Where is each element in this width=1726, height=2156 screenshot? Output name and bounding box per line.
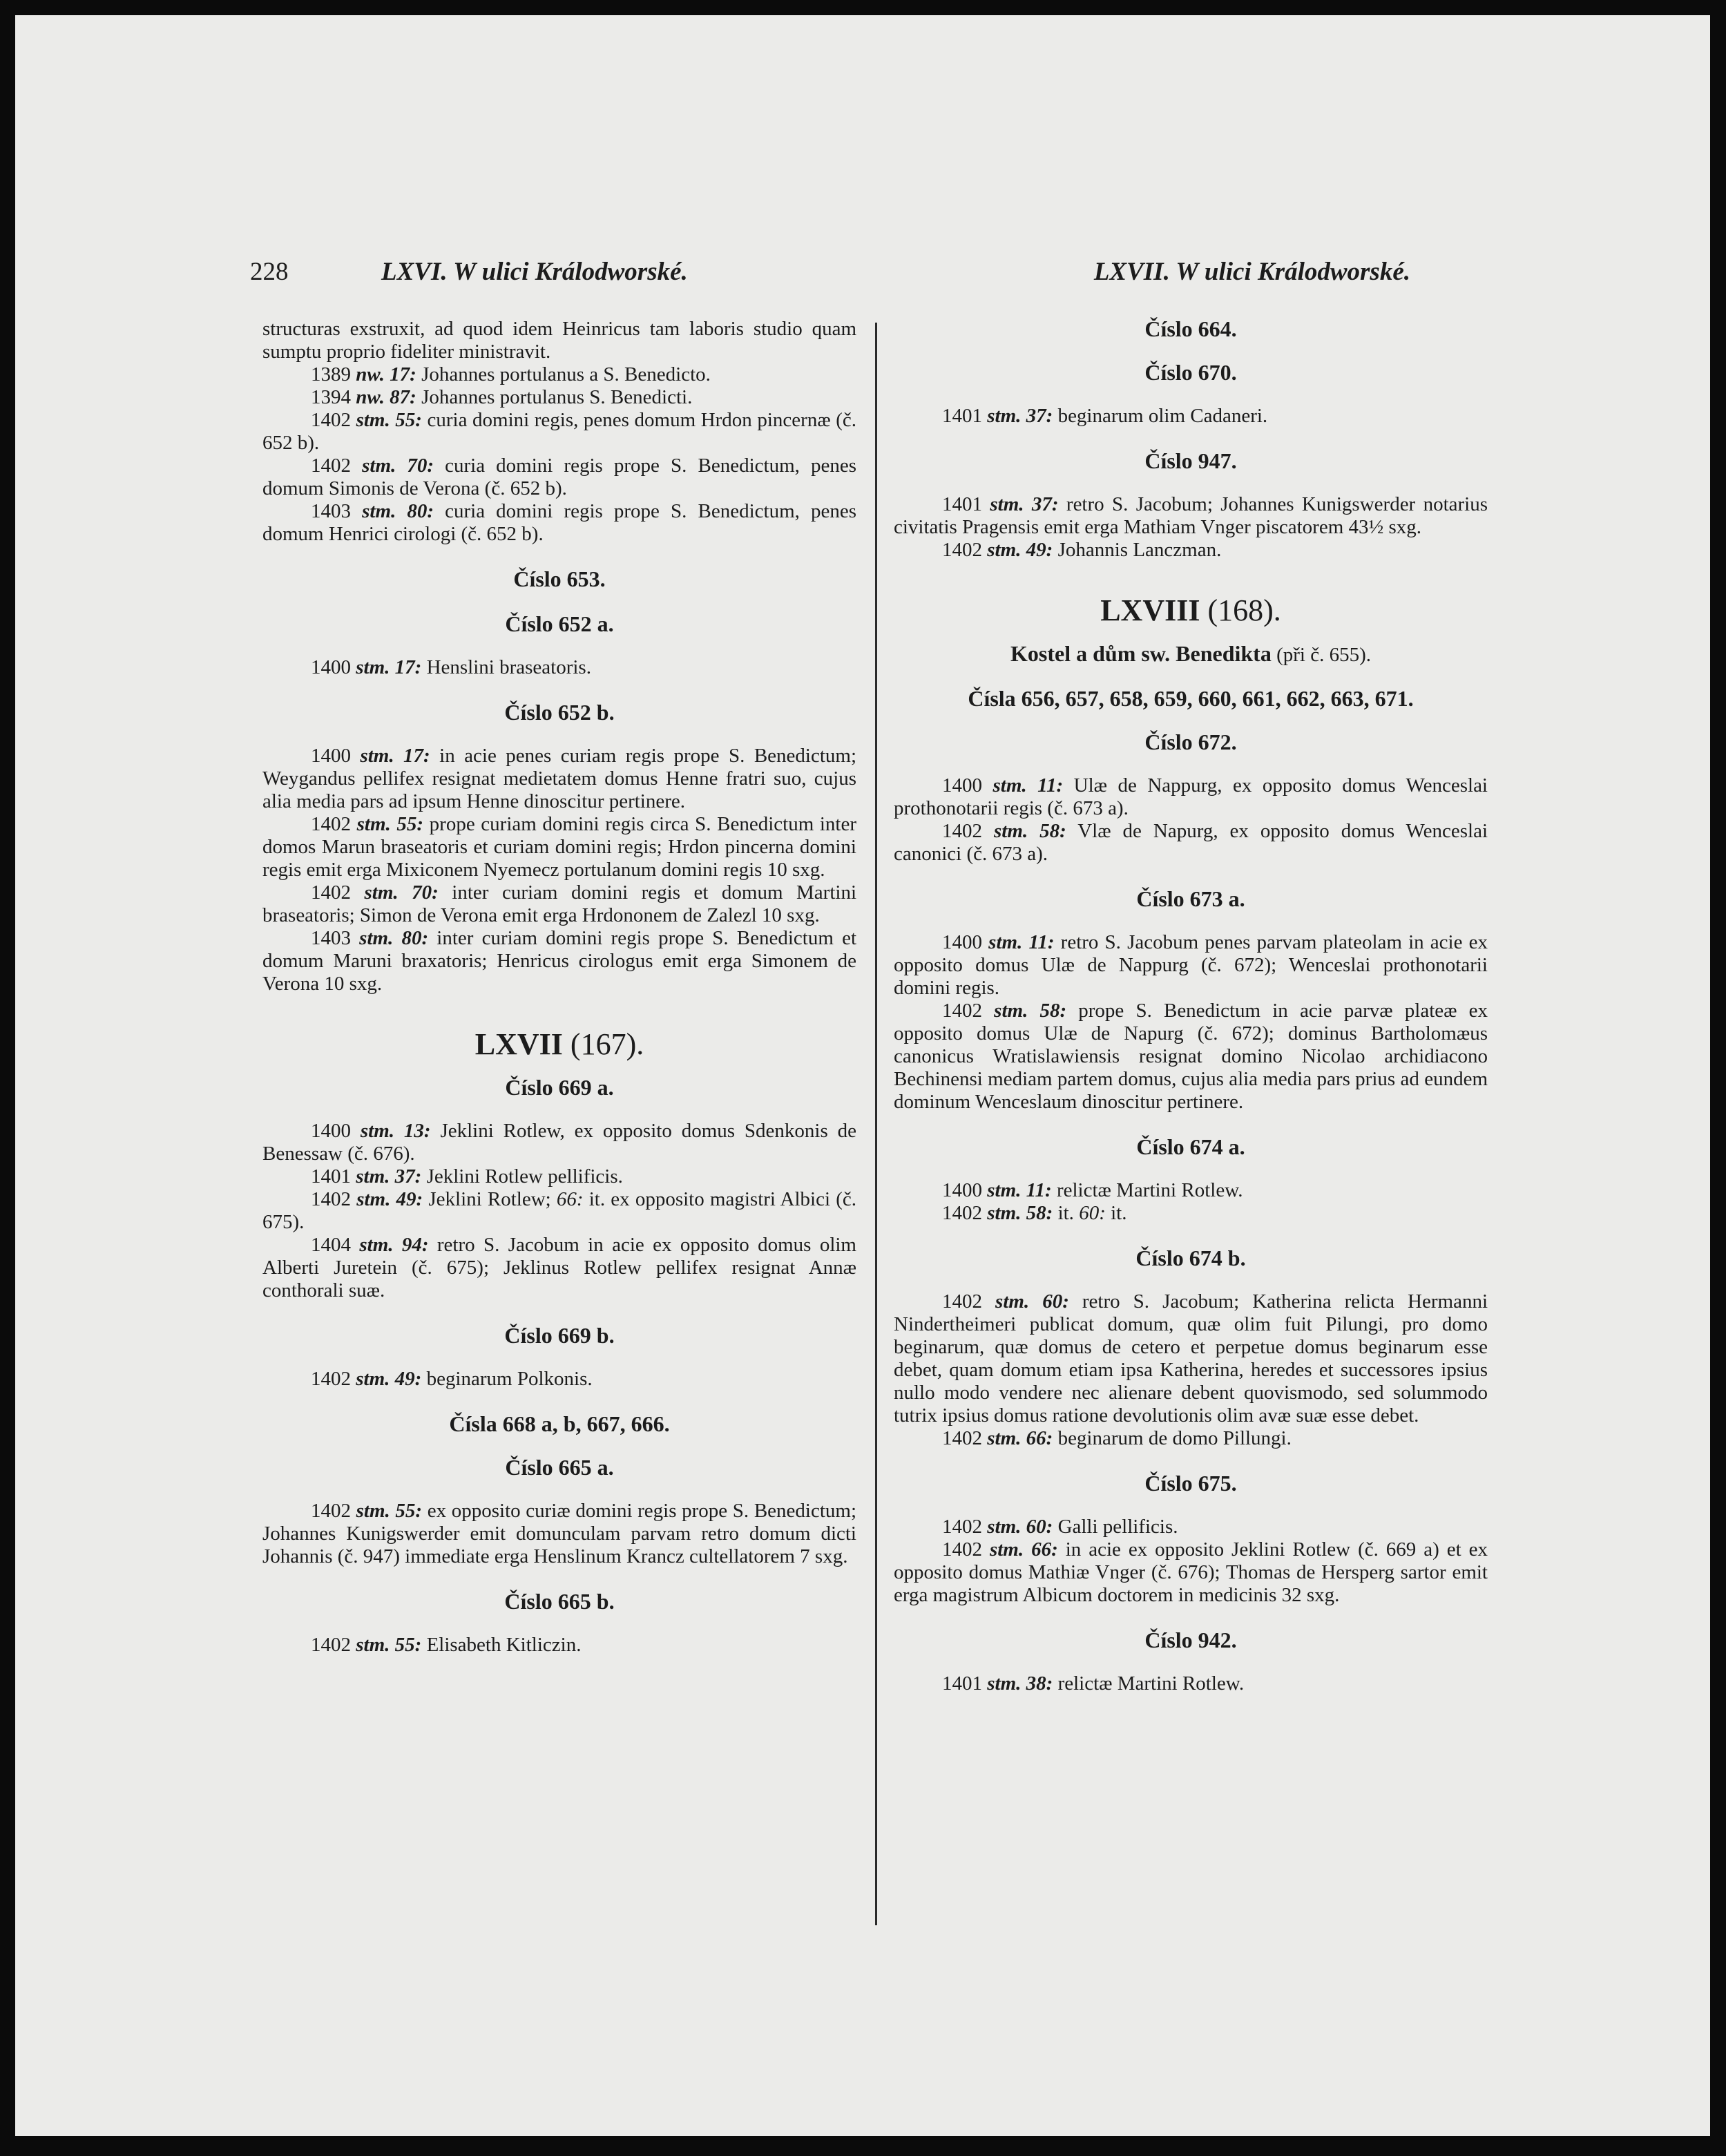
entry: 1402 stm. 49: beginarum Polkonis. — [311, 1368, 593, 1390]
entry: 1402 stm. 55: ex opposito curiæ domini regis prope S. Benedictum; Johannes Kunigswerder emit domunculam parvam retro domum dicti Johannis (č. 947) immediate erga Henslinum Krancz cultellatorem 7 sxg. — [262, 1500, 857, 1567]
entry: 1401 stm. 37: beginarum olim Cadaneri. — [942, 405, 1268, 427]
entry: 1401 stm. 38: relictæ Martini Rotlew. — [942, 1672, 1245, 1695]
left-column — [262, 318, 856, 1657]
section-heading: Číslo 674 a. — [1136, 1134, 1245, 1159]
section-heading: Číslo 947. — [1144, 448, 1237, 473]
entry: 1403 stm. 80: inter curiam domini regis prope S. Benedictum et domum Maruni braxatoris; Henricus cirologus emit erga Simonem de Verona 10 sxg. — [262, 927, 857, 995]
entry: 1400 stm. 11: relictæ Martini Rotlew. — [942, 1179, 1243, 1201]
entry: 1401 stm. 37: Jeklini Rotlew pellificis. — [311, 1165, 623, 1187]
entry: 1400 stm. 13: Jeklini Rotlew, ex opposito domus Sdenkonis de Benessaw (č. 676). — [262, 1120, 857, 1165]
entry: 1402 stm. 60: Galli pellificis. — [942, 1516, 1178, 1538]
entry: 1400 stm. 17: Henslini braseatoris. — [311, 656, 591, 678]
section-heading: Číslo 673 a. — [1136, 886, 1245, 911]
entry: 1402 stm. 49: Jeklini Rotlew; 66: it. ex opposito magistri Albici (č. 675). — [262, 1188, 856, 1233]
section-heading: Číslo 665 b. — [504, 1589, 615, 1614]
section-heading: Číslo 669 b. — [504, 1323, 615, 1348]
entry: 1402 stm. 55: Elisabeth Kitliczin. — [311, 1634, 582, 1656]
section-heading: Čísla 656, 657, 658, 659, 660, 661, 662, 663, 671. — [968, 686, 1414, 711]
page-number: 228 — [250, 258, 289, 286]
column-divider — [875, 323, 877, 1925]
entry: 1394 nw. 87: Johannes portulanus S. Benedicti. — [311, 386, 693, 408]
running-header — [250, 257, 1410, 298]
section-heading: Čísla 668 a, b, 667, 666. — [449, 1411, 670, 1436]
paragraph: structuras exstruxit, ad quod idem Heinricus tam laboris studio quam sumptu proprio fideliter ministravit. — [262, 318, 856, 363]
section-heading: Číslo 653. — [513, 566, 606, 591]
entry: 1403 stm. 80: curia domini regis prope S. Benedictum, penes domum Henrici cirologi (č. 652 b). — [262, 500, 856, 545]
entry: 1402 stm. 55: curia domini regis, penes domum Hrdon pincernæ (č. 652 b). — [262, 409, 856, 454]
section-heading: Číslo 675. — [1144, 1471, 1237, 1496]
section-heading: Číslo 942. — [1144, 1628, 1237, 1652]
page — [15, 15, 1710, 2136]
section-heading: Číslo 669 a. — [505, 1075, 614, 1100]
chapter-heading: LXVII (167). — [474, 1027, 644, 1061]
entry: 1389 nw. 17: Johannes portulanus a S. Benedicto. — [311, 363, 711, 385]
right-column — [894, 318, 1488, 1695]
entry: 1400 stm. 11: Ulæ de Nappurg, ex opposito domus Wenceslai prothonotarii regis (č. 673 a). — [894, 774, 1488, 819]
header-right-title: LXVII. W ulici Králodworské. — [1093, 258, 1410, 286]
header-left-title: LXVI. W ulici Králodworské. — [381, 258, 688, 286]
section-heading: Číslo 674 b. — [1135, 1246, 1246, 1270]
entry: 1402 stm. 58: Vlæ de Napurg, ex opposito domus Wenceslai canonici (č. 673 a). — [894, 820, 1488, 865]
section-heading: Číslo 672. — [1144, 729, 1237, 754]
entry: 1402 stm. 70: inter curiam domini regis et domum Martini braseatoris; Simon de Verona emit erga Hrdononem de Zalezl 10 sxg. — [262, 881, 857, 926]
section-heading: Číslo 670. — [1144, 360, 1237, 385]
entry: 1401 stm. 37: retro S. Jacobum; Johannes Kunigswerder notarius civitatis Pragensis emit erga Mathiam Vnger piscatorem 43½ sxg. — [894, 493, 1488, 538]
entry: 1402 stm. 49: Johannis Lanczman. — [942, 539, 1222, 561]
entry: 1402 stm. 66: in acie ex opposito Jeklini Rotlew (č. 669 a) et ex opposito domus Mathiæ Vnger (č. 676); Thomas de Hersperg sartor emit erga magistrum Albicum doctorem in medicinis 32 sxg. — [894, 1538, 1488, 1606]
section-heading: Číslo 665 a. — [505, 1455, 614, 1480]
chapter-heading: LXVIII (168). — [1100, 593, 1281, 627]
entry: 1402 stm. 70: curia domini regis prope S. Benedictum, penes domum Simonis de Verona (č. 652 b). — [262, 455, 856, 499]
entry: 1402 stm. 60: retro S. Jacobum; Katherina relicta Hermanni Nindertheimeri publicat domum, quæ olim fuit Pilungi, pro domo beginarum, quæ domus de cetero et perpetue domus beginarum esse debet, quam domum etiam ipsa Katherina, heredes et successores ipsius nullo modo vendere nec alienare debent quovismodo, sed solummodo tutrix ipsius domus ratione devolutionis olim avæ suæ esse debet. — [894, 1290, 1488, 1427]
chapter-subtitle: Kostel a dům sw. Benedikta (při č. 655). — [1010, 641, 1371, 666]
section-heading: Číslo 652 b. — [504, 700, 615, 725]
section-heading: Číslo 652 a. — [505, 611, 614, 636]
entry: 1404 stm. 94: retro S. Jacobum in acie ex opposito domus olim Alberti Juretein (č. 675); Jeklinus Rotlew pellifex resignat Annæ conthorali suæ. — [262, 1234, 856, 1301]
section-heading: Číslo 664. — [1144, 316, 1237, 341]
entry: 1400 stm. 17: in acie penes curiam regis prope S. Benedictum; Weygandus pellifex resignat medietatem domus Henne fratri suo, cujus alia media pars ad ipsum Henne dinoscitur pertinere. — [262, 745, 857, 812]
entry: 1400 stm. 11: retro S. Jacobum penes parvam plateolam in acie ex opposito domus Ulæ de Nappurg (č. 672); Wenceslai prothonotarii domini regis. — [894, 931, 1488, 999]
entry: 1402 stm. 58: it. 60: it. — [942, 1202, 1127, 1224]
entry: 1402 stm. 66: beginarum de domo Pillungi. — [942, 1427, 1292, 1449]
entry: 1402 stm. 58: prope S. Benedictum in acie parvæ plateæ ex opposito domus Ulæ de Napurg (č. 672); dominus Bartholomæus canonicus Wratislawiensis resignat domino Nicolao archidiacono Bechinensi mediam partem domus, cujus alia media pars prius ad eundem dominum Wenceslaum dinoscitur pertinere. — [894, 1000, 1488, 1113]
entry: 1402 stm. 55: prope curiam domini regis circa S. Benedictum inter domos Marun braseatoris et curiam domini regis; Hrdon pincerna domini regis emit erga Mixiconem Nyemecz portulanum domini regis 10 sxg. — [262, 813, 857, 881]
